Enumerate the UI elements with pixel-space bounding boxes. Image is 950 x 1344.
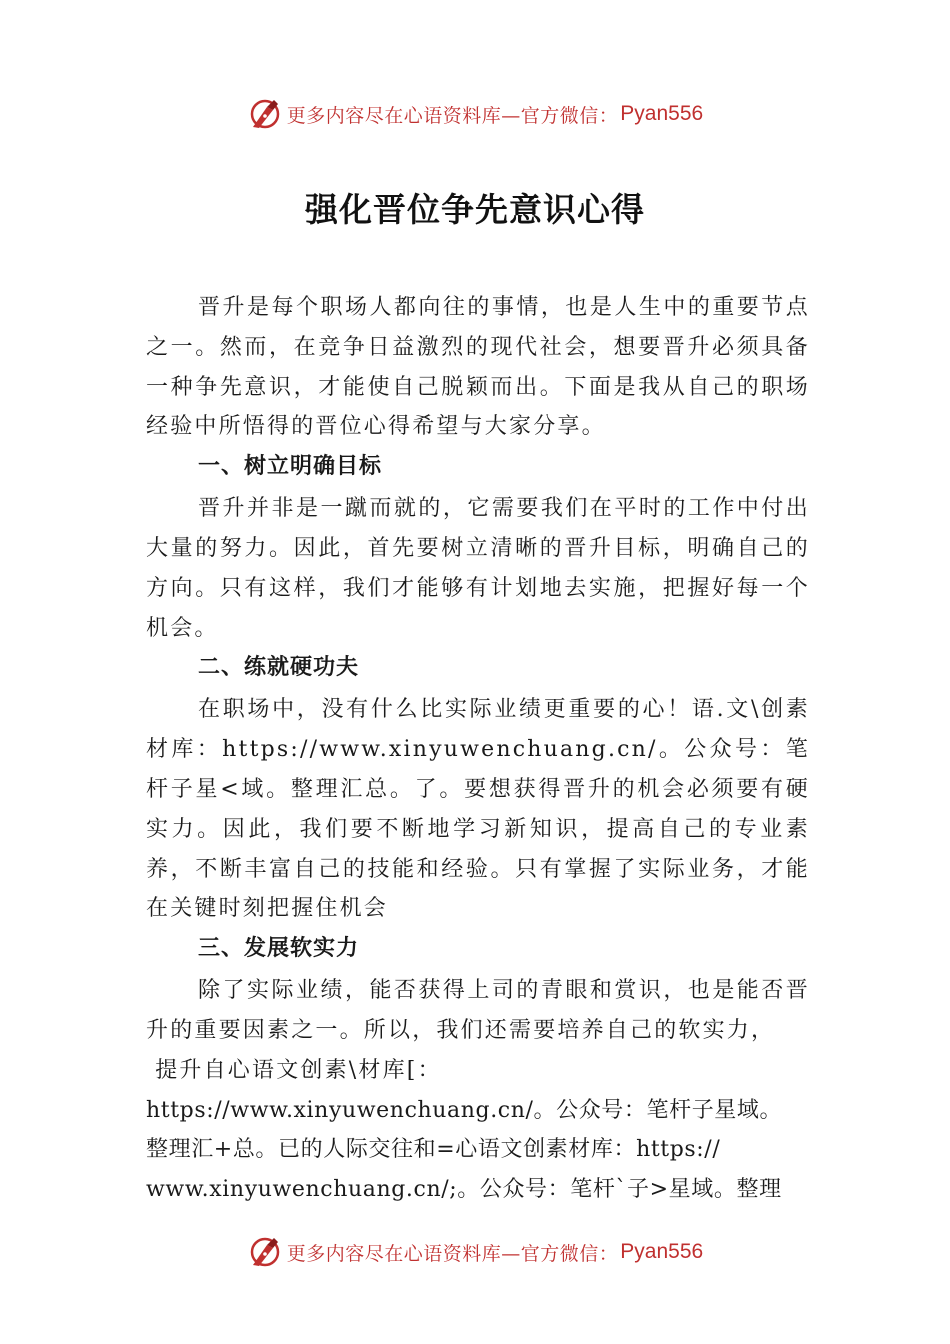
tail-line: 整理汇+总。已的人际交往和=心语文创素材库：https://	[146, 1137, 721, 1163]
section-heading-3: 三、发展软实力	[198, 936, 360, 962]
footer-banner-id: Pyan556	[620, 1240, 704, 1263]
footer-banner	[0, 1232, 950, 1272]
section-heading-1: 一、树立明确目标	[198, 454, 383, 480]
section-paragraph-2: 在职场中，没有什么比实际业绩更重要的心！语.文\创素材库：https://www.xinyuwenchuang.cn/。公众号：笔杆子星<域。整理汇总。了。要想获得晋升的机会必须要有硬实力。因此，我们要不断地学习新知识，提高自己的专业素养，不断丰富自己的技能和经验。只有掌握了实际业务，才能在关键时刻把握住机会	[146, 697, 810, 922]
header-banner	[0, 94, 950, 134]
footer-banner-text: 更多内容尽在心语资料库—官方微信：	[286, 1242, 619, 1265]
header-banner-text: 更多内容尽在心语资料库—官方微信：	[286, 104, 619, 127]
header-banner-id: Pyan556	[620, 102, 704, 125]
tail-line: 提升自心语文创素\材库[：	[146, 1057, 442, 1083]
tail-line: https://www.xinyuwenchuang.cn/。公众号：笔杆子星域。	[146, 1097, 783, 1123]
pen-nib-logo-icon	[247, 1234, 283, 1270]
document-body	[146, 288, 810, 1210]
pen-nib-logo-icon	[247, 96, 283, 132]
document-title: 强化晋位争先意识心得	[305, 190, 645, 229]
section-paragraph-1: 晋升并非是一蹴而就的，它需要我们在平时的工作中付出大量的努力。因此，首先要树立清晰的晋升目标，明确自己的方向。只有这样，我们才能够有计划地去实施，把握好每一个机会。	[146, 496, 810, 641]
section-paragraph-3: 除了实际业绩，能否获得上司的青眼和赏识，也是能否晋升的重要因素之一。所以，我们还需要培养自己的软实力，	[146, 978, 810, 1043]
intro-paragraph: 晋升是每个职场人都向往的事情，也是人生中的重要节点之一。然而，在竞争日益激烈的现代社会，想要晋升必须具备一种争先意识，才能使自己脱颖而出。下面是我从自己的职场经验中所悟得的晋位心得希望与大家分享。	[146, 295, 810, 440]
tail-line: www.xinyuwenchuang.cn/;。公众号：笔杆`子>星域。整理	[146, 1177, 782, 1203]
section-heading-2: 二、练就硬功夫	[198, 655, 360, 681]
